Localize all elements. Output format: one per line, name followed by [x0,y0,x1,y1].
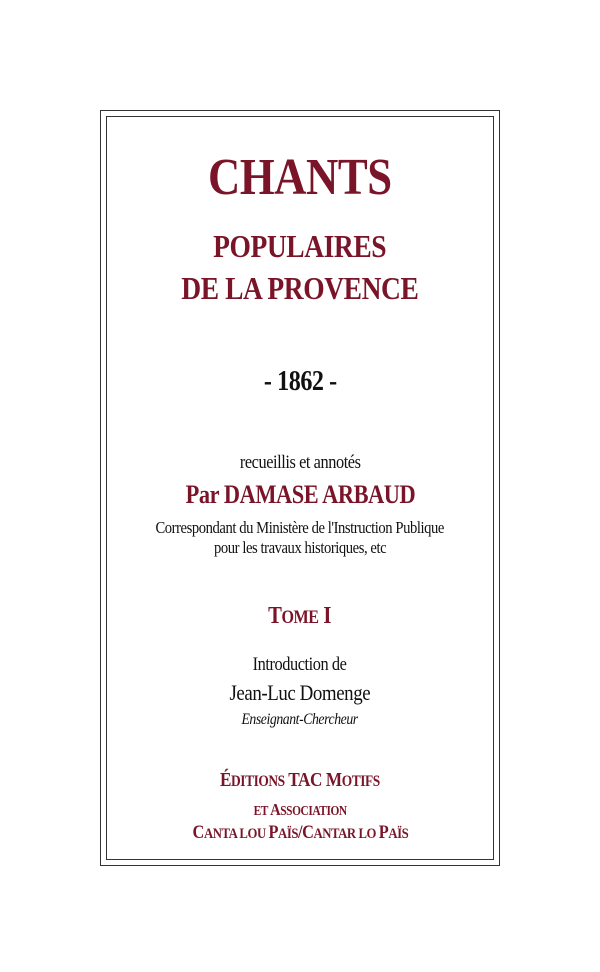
introducer-role: Enseignant-Chercheur [241,711,359,728]
association-name: CANTA LOU PAÏS/CANTAR LO PAÏS [192,822,408,843]
cover-content [106,116,494,860]
volume-number: I [319,603,332,629]
introducer-name: Jean-Luc Domenge [229,680,371,705]
subtitle-line-2: DE LA PROVENCE [181,270,419,306]
volume-big-letter: T [268,603,282,629]
collected-label: recueillis et annotés [239,452,361,473]
association-label: ET ASSOCIATION [253,800,347,819]
author-role-line-2: pour les travaux historiques, etc [213,538,387,557]
volume-label [106,602,494,632]
volume-small-caps: OME [281,607,320,628]
publication-year: - 1862 - [263,366,337,397]
publisher-name: ÉDITIONS TAC MOTIFS [220,769,380,791]
author-name: Par DAMASE ARBAUD [185,480,415,509]
subtitle-line-1: POPULAIRES [213,228,387,264]
book-title: CHANTS [208,149,392,206]
introduction-label: Introduction de [253,654,347,675]
author-role-line-1: Correspondant du Ministère de l'Instruction Publique [155,518,445,537]
